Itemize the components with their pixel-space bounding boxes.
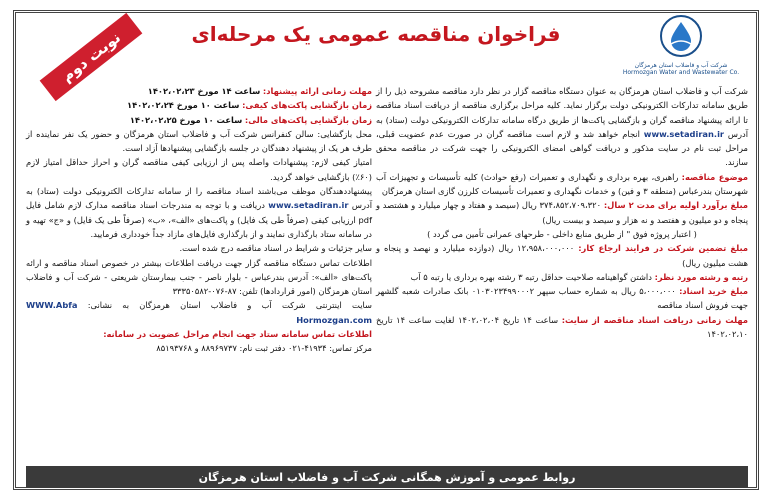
intro-paragraph: شرکت آب و فاضلاب استان هرمزگان به عنوان دستگاه مناقصه گزار در نظر دارد مناقصه مشروحه ذیل را از طریق سامانه تدارکات الکترونیکی دولت برگزار نماید. کلیه مراحل برگزاری مناقصه از دریافت اسناد مناقصه تا ارائه پیشنهاد مناقصه گران و بازگشایی پاکت‌ها از طریق درگاه سامانه تدارکات الکترونیکی دولت (ستاد) به آدرس www.setadiran.ir انجام خواهد شد و لازم است مناقصه گران در صورت عدم عضویت قبلی، مراحل ثبت نام در سایت مذکور و دریافت گواهی امضای الکترونیکی را جهت شرکت در مناقصه محقق سازند.: [376, 86, 749, 168]
guarantee-paragraph: مبلغ تضمین شرکت در فرایند ارجاع کار: ۱۲،۹۵۸،۰۰۰،۰۰۰ ریال (دوازده میلیارد و نهصد و پنجاه و هشت میلیون ریال): [376, 243, 748, 268]
funding-paragraph: ( اعتبار پروژه فوق " از طریق منابع داخلی - طرحهای عمرانی تأمین می گردد ): [427, 228, 697, 239]
company-logo: [616, 14, 746, 82]
call-center: مرکز تماس: ۴۱۹۳۴-۰۲۱ دفتر ثبت نام: ۸۸۹۶۹۷۳۷ و ۸۵۱۹۳۷۶۸: [156, 343, 372, 354]
contact-info: اطلاعات تماس دستگاه مناقصه گزار جهت دریافت اطلاعات بیشتر در خصوص اسناد مناقصه و ارائه پاکت‌های «الف»: آدرس بندرعباس - بلوار ناصر - جنب بیمارستان شریعتی - شرکت آب و فاضلاب استان هرمزگان (امور قراردادها) تلفن: ۸۷-۰۷۶-۳۳۳۵۰۵۸۲: [26, 257, 372, 297]
setad-link-2[interactable]: www.setadiran.ir: [268, 200, 349, 211]
page-title: فراخوان مناقصه عمومی یک مرحله‌ای: [191, 22, 561, 46]
right-column: [376, 84, 748, 341]
logo-text-en: Hormozgan Water and Wastewater Co.: [622, 69, 740, 76]
subject-paragraph: موضوع مناقصه: راهبری، بهره برداری و نگهداری و تعمیرات (رفع حوادث) کلیه تأسیسات و تجهیزات آب شهرستان بندرعباس (منطقه ۳ و فین) و خدمات نگهداری و تعمیرات تأسیسات کلرزن گازی استان هرمزگان: [376, 171, 748, 197]
second-notice-ribbon: نوبت دوم: [40, 13, 143, 101]
submit-deadline: مهلت زمانی ارائه پیشنهاد: ساعت ۱۴ مورخ ۱۴۰۲،۰۲،۲۳: [147, 86, 372, 96]
price-paragraph: مبلغ خرید اسناد: ۵،۰۰۰،۰۰۰ ریال به شماره حساب سپهر ۰۱۰۳۰۲۳۴۹۹۰۰۰۲ بانک صادرات شعبه گلشهر جهت فروش اسناد مناقصه: [376, 286, 748, 311]
footer-bar: روابط عمومی و آموزش همگانی شرکت آب و فاضلاب استان هرمزگان: [26, 466, 748, 488]
deadline-paragraph: مهلت زمانی دریافت اسناد مناقصه از سایت: ساعت ۱۴ تاریخ ۱۴۰۲،۰۲،۰۴ لغایت ساعت ۱۴ تاریخ ۱۴۰۲،۰۲،۱۰: [376, 314, 748, 340]
left-column: [26, 84, 372, 356]
obligation-paragraph: پیشنهاددهندگان موظف می‌باشند اسناد مناقصه را از سامانه تدارکات الکترونیکی دولت (ستاد) به آدرس www.setadiran.ir دریافت و با توجه به مندرجات اسناد مناقصه مدارک لازم شامل فایل pdf ارزیابی کیفی (صرفاً طی یک فایل) و پاکت‌های «الف»، «ب» (صرفاً طی یک فایل) و «ج» تهیه و در سامانه ستاد بارگذاری نمایند و از بارگذاری فایل‌های مازاد جداً خودداری فرمایید.: [26, 186, 372, 239]
logo-text-fa: شرکت آب و فاضلاب استان هرمزگان: [634, 62, 728, 69]
quality-score: امتیاز کیفی لازم: پیشنهادات واصله پس از ارزیابی کیفی مناقصه گران و احراز حداقل امتیاز لازم (۶۰٪) بازگشایی خواهد گردید.: [26, 157, 372, 182]
membership-heading: اطلاعات تماس سامانه ستاد جهت انجام مراحل عضویت در سامانه:: [103, 329, 372, 340]
qualitative-opening: زمان بازگشایی پاکت‌های کیفی: ساعت ۱۰ مورخ ۱۴۰۲،۰۲،۲۴: [127, 100, 372, 111]
water-drop-logo-icon: [659, 14, 703, 58]
rank-paragraph: رتبه و رشته مورد نظر: داشتن گواهینامه صلاحیت حداقل رتبه ۳ رشته بهره برداری یا رتبه ۵ آب: [410, 271, 748, 282]
opening-place: محل بازگشایی: سالن کنفرانس شرکت آب و فاضلاب استان هرمزگان و حضور یک نفر نماینده از طرف هر یک از پیشنهاد دهندگان در جلسه بازگشایی پیشنهادها آزاد است.: [26, 128, 372, 154]
more-details: سایر جزئیات و شرایط در اسناد مناقصه درج شده است.: [179, 243, 372, 254]
abfa-link[interactable]: WWW.Abfa Hormozgan.com: [26, 300, 372, 325]
estimate-paragraph: مبلغ برآورد اولیه برای مدت ۲ سال: ۳۷۴،۸۵۲،۷۰۹،۳۲۰ ریال (سیصد و هفتاد و چهار میلیارد و هشتصد و پنجاه و دو میلیون و هفتصد و نه هزار و سیصد و بیست ریال): [376, 200, 749, 225]
setad-link[interactable]: www.setadiran.ir: [643, 128, 725, 139]
financial-opening: زمان بازگشایی پاکت‌های مالی: ساعت ۱۰ مورخ ۱۴۰۲،۰۲،۲۵: [129, 114, 372, 125]
portal-paragraph: سایت اینترنتی شرکت آب و فاضلاب استان هرمزگان به نشانی: WWW.Abfa Hormozgan.com: [26, 300, 372, 325]
